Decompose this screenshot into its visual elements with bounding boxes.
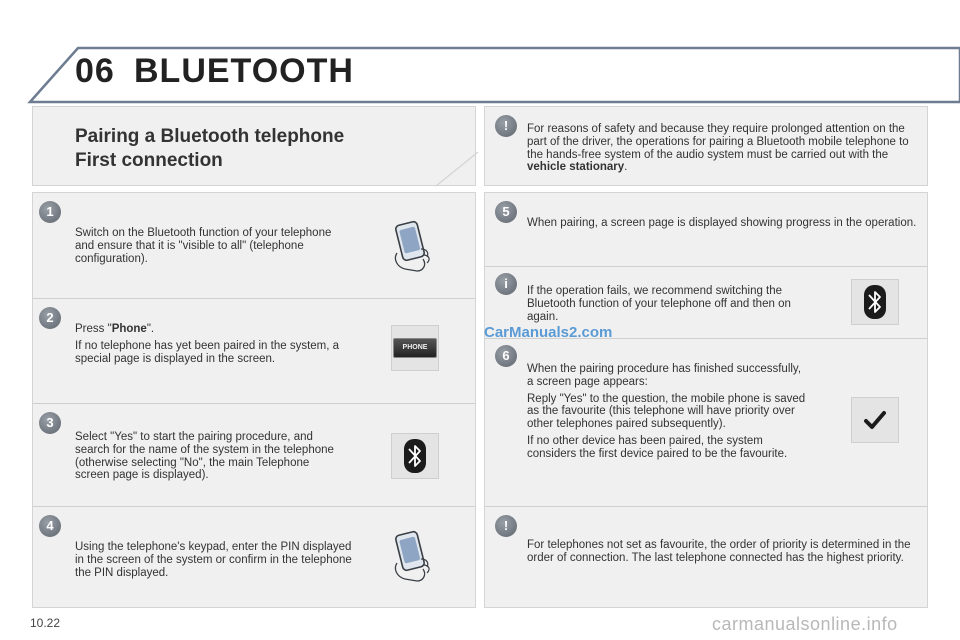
step-6-text: When the pairing procedure has finished successfully, a screen page appears: Reply "Yes" to the question, the mobile phone is saved as the favourite (this telephone will have priority over other telephones paired subsequently). If no other device has been paired, the system considers the first device paired to be the favourite. [527,363,806,460]
step-6-badge: 6 [495,345,517,367]
step-1-text: Switch on the Bluetooth function of your telephone and ensure that it is "visible to all" (telephone configuration). [75,227,332,265]
section-title: Pairing a Bluetooth telephone [75,126,345,147]
warning-panel-top [484,106,928,186]
phone-button-illustration [391,325,439,371]
step-separator [485,266,927,267]
hand-phone-icon [391,529,439,583]
safety-warning-text: For reasons of safety and because they require prolonged attention on the part of the driver, the operations for pairing a Bluetooth mobile telephone to the hands-free system of the audio system must be carried out with the vehicle stationary. [527,123,909,174]
step-5-text: When pairing, a screen page is displayed showing progress in the operation. [527,217,917,229]
step-2-badge: 2 [39,307,61,329]
step-4-badge: 4 [39,515,61,537]
steps-left-panel [32,192,476,608]
title-pointer [430,150,490,190]
priority-warning-text: For telephones not set as favourite, the order of priority is determined in the order of connection. The last telephone connected has the highest priority. [527,539,911,564]
warning-badge: ! [495,115,517,137]
phone-key-emphasis: Phone [111,323,147,335]
steps-right-panel [484,192,928,608]
vehicle-stationary-emphasis: vehicle stationary [527,161,625,174]
step-4-text: Using the telephone's keypad, enter the PIN displayed in the screen of the system or confirm in the telephone the PIN displayed. [75,541,352,579]
chapter-title: BLUETOOTH [134,52,354,90]
info-note-text: If the operation fails, we recommend switching the Bluetooth function of your telephone off and then on again. [527,285,791,323]
step-5-badge: 5 [495,201,517,223]
info-badge: i [495,273,517,295]
step-2-text: Press "Phone". If no telephone has yet been paired in the system, a special page is displayed in the screen. [75,323,340,365]
step-separator [33,403,475,404]
bluetooth-icon-box [851,279,899,325]
hand-phone-icon [391,219,439,273]
step-separator [33,298,475,299]
step-separator [33,506,475,507]
warning-badge: ! [495,515,517,537]
watermark: CarManuals2.com [484,324,613,341]
section-title-panel [32,106,476,186]
step-1-badge: 1 [39,201,61,223]
step-separator [485,506,927,507]
section-subtitle: First connection [75,150,223,171]
step-3-text: Select "Yes" to start the pairing procedure, and search for the name of the system in the telephone (otherwise selecting "No", the main Telephone screen page is displayed). [75,431,334,482]
page-number: 10.22 [30,616,61,630]
check-icon-box [851,397,899,443]
step-3-badge: 3 [39,412,61,434]
bluetooth-icon [404,439,426,473]
bluetooth-icon-box [391,433,439,479]
footer-watermark: carmanualsonline.info [712,614,898,634]
chapter-number: 06 [75,52,115,90]
check-icon [863,410,887,430]
phone-key-label: PHONE [393,338,437,358]
bluetooth-icon [864,285,886,319]
